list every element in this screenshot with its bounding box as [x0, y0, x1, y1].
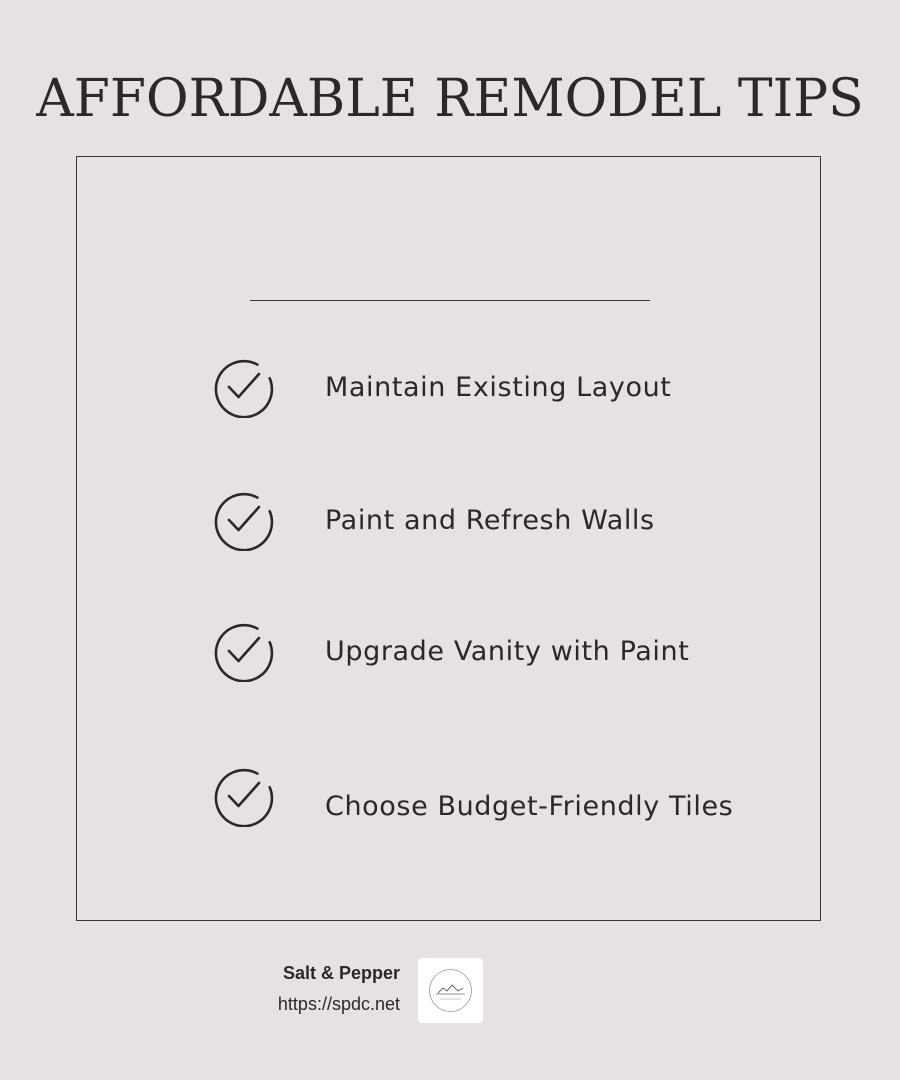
page-title: AFFORDABLE REMODEL TIPS: [36, 68, 864, 129]
tip-item-4: [212, 764, 733, 828]
brand-logo: [418, 958, 483, 1023]
check-circle-icon: [212, 356, 274, 418]
salt-pepper-logo-icon: [418, 958, 483, 1023]
brand-name: Salt & Pepper: [282, 963, 400, 983]
tip-label-3: Upgrade Vanity with Paint: [325, 635, 690, 667]
tip-label-4: Choose Budget-Friendly Tiles: [325, 790, 734, 822]
website-link[interactable]: https://spdc.net: [277, 994, 400, 1014]
tip-item-1: [212, 355, 672, 419]
check-circle-icon: [212, 765, 274, 827]
tip-item-2: [212, 488, 655, 552]
divider-line: [250, 300, 650, 301]
tip-label-2: Paint and Refresh Walls: [325, 504, 655, 536]
tip-item-3: [212, 619, 689, 683]
check-circle-icon: [212, 620, 274, 682]
check-circle-icon: [212, 489, 274, 551]
tip-label-1: Maintain Existing Layout: [325, 371, 672, 403]
